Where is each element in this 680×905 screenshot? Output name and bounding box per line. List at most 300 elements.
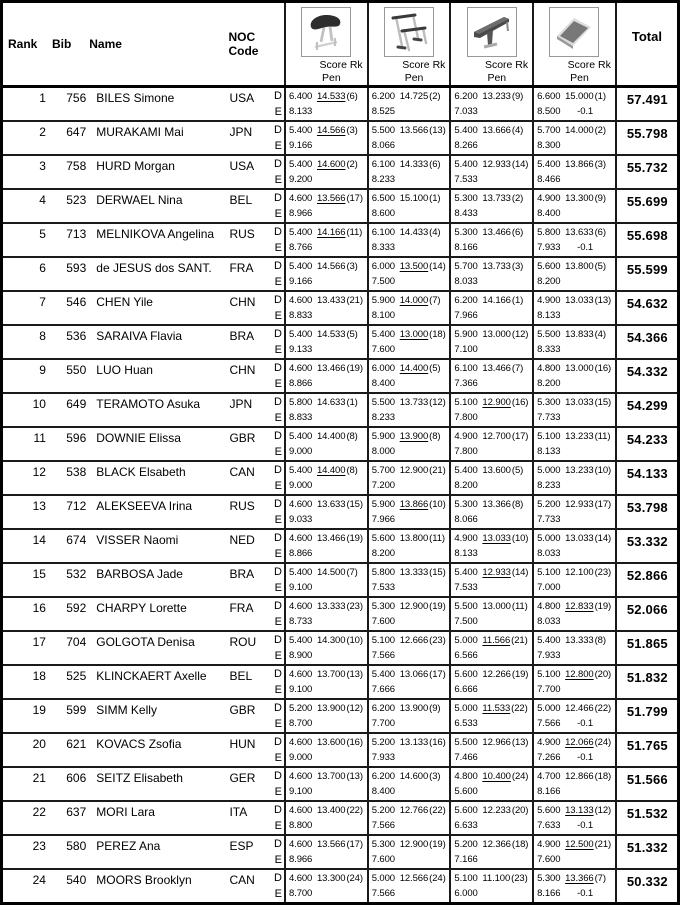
apparatus-rank: (1)	[346, 396, 358, 408]
e-score-line	[372, 410, 450, 425]
apparatus-rank: (19)	[429, 838, 446, 850]
final-score: 13.466	[482, 362, 511, 374]
rank-value: 23	[32, 838, 46, 853]
e-score-line	[454, 342, 532, 357]
de-labels	[266, 835, 285, 869]
apparatus-rank: (12)	[346, 702, 363, 714]
pen-label: Pen	[487, 71, 507, 84]
e-score-line	[537, 274, 615, 289]
e-score: 8.600	[371, 207, 395, 219]
bib-value: 621	[66, 736, 87, 751]
apparatus-rank: (23)	[594, 566, 612, 578]
noc-code: CHN	[229, 294, 256, 309]
final-score: 12.900	[399, 464, 429, 476]
e-score: 7.266	[537, 751, 561, 763]
athlete-name: DOWNIE Elissa	[96, 430, 181, 445]
bib-value: 525	[66, 668, 87, 683]
apparatus-score-cell	[368, 189, 451, 223]
d-score: 4.600	[288, 600, 313, 612]
e-score: 8.033	[537, 547, 561, 559]
e-score: 8.133	[454, 547, 478, 559]
e-score-line	[454, 716, 532, 731]
table-row	[2, 155, 679, 189]
col-header-balance-beam	[450, 2, 533, 58]
noc-code: ESP	[229, 838, 254, 853]
d-score-line	[372, 225, 450, 240]
e-score: 7.166	[454, 853, 478, 865]
total-value: 54.366	[616, 325, 679, 359]
final-score: 14.400	[316, 464, 346, 476]
d-score-line	[454, 361, 532, 376]
bib-value: 540	[66, 872, 87, 887]
d-label: D	[274, 157, 282, 170]
athlete-name: PEREZ Ana	[96, 838, 161, 853]
d-score-line	[537, 225, 615, 240]
final-score: 12.933	[565, 498, 594, 510]
apparatus-rank: (16)	[346, 736, 363, 748]
d-score: 5.400	[537, 634, 561, 646]
total-value: 55.732	[616, 155, 679, 189]
apparatus-score-cell	[285, 121, 368, 155]
apparatus-score-cell	[285, 257, 368, 291]
final-score: 14.433	[399, 226, 429, 238]
d-score-line	[289, 259, 367, 274]
table-row	[2, 801, 679, 835]
e-score: 7.800	[454, 445, 478, 457]
apparatus-score-cell	[450, 427, 533, 461]
e-score: 8.133	[537, 445, 561, 457]
apparatus-score-cell	[450, 257, 533, 291]
apparatus-rank: (24)	[511, 770, 529, 782]
subheader-uneven-bars	[368, 58, 451, 87]
e-score: 8.266	[454, 139, 478, 151]
de-labels	[266, 563, 285, 597]
final-score: 13.033	[482, 532, 511, 544]
final-score: 14.600	[399, 770, 429, 782]
d-score-line	[537, 463, 615, 478]
apparatus-rank: (8)	[429, 430, 441, 442]
e-score-line	[372, 580, 450, 595]
d-score: 5.400	[288, 124, 313, 136]
bib-value: 647	[66, 124, 87, 139]
e-score: 9.166	[288, 275, 313, 287]
athlete-name: GOLGOTA Denisa	[96, 634, 195, 649]
d-score: 5.000	[537, 532, 561, 544]
apparatus-rank: (18)	[511, 838, 529, 850]
apparatus-score-cell	[285, 529, 368, 563]
d-score-line	[454, 531, 532, 546]
de-labels	[266, 325, 285, 359]
d-score-line	[372, 395, 450, 410]
rank-value: 14	[32, 532, 46, 547]
bib-value: 536	[66, 328, 87, 343]
bib-value: 756	[66, 90, 87, 105]
athlete-name: MELNIKOVA Angelina	[96, 226, 215, 241]
apparatus-score-cell	[533, 597, 616, 631]
e-score-line	[372, 750, 450, 765]
e-label: E	[274, 479, 282, 492]
apparatus-score-cell	[450, 665, 533, 699]
final-score: 12.466	[565, 702, 594, 714]
d-label: D	[274, 735, 282, 748]
final-score: 13.233	[565, 430, 594, 442]
e-score: 6.533	[454, 717, 478, 729]
bib-value: 532	[66, 566, 87, 581]
subheader-floor-exercise	[533, 58, 616, 87]
d-score: 5.000	[454, 702, 478, 714]
d-score: 5.900	[371, 498, 395, 510]
apparatus-score-cell	[450, 325, 533, 359]
final-score: 13.466	[316, 362, 346, 374]
e-score: 8.066	[454, 513, 478, 525]
d-score: 5.400	[371, 668, 395, 680]
final-score: 13.866	[399, 498, 429, 510]
e-score: 8.833	[288, 411, 313, 423]
e-label: E	[274, 173, 282, 186]
total-value: 55.699	[616, 189, 679, 223]
rank-value: 9	[39, 362, 46, 377]
apparatus-score-cell	[533, 767, 616, 801]
final-score: 13.066	[399, 668, 429, 680]
d-score: 5.300	[371, 838, 395, 850]
apparatus-score-cell	[450, 359, 533, 393]
d-score-line	[537, 837, 615, 852]
d-score: 5.900	[371, 294, 395, 306]
d-label: D	[274, 361, 282, 374]
e-label: E	[274, 139, 282, 152]
d-score-line	[372, 123, 450, 138]
final-score: 15.000	[565, 90, 594, 102]
table-row	[2, 393, 679, 427]
apparatus-rank: (13)	[346, 668, 363, 680]
e-score-line	[454, 478, 532, 493]
d-score-line	[537, 497, 615, 512]
rank-value: 8	[39, 328, 46, 343]
table-row	[2, 733, 679, 767]
d-score: 5.400	[288, 158, 313, 170]
e-score-line	[289, 682, 367, 697]
apparatus-score-cell	[368, 223, 451, 257]
e-label: E	[274, 751, 282, 764]
apparatus-rank: (19)	[346, 362, 363, 374]
apparatus-rank: (22)	[429, 804, 446, 816]
e-score-line	[454, 172, 532, 187]
d-score-line	[537, 89, 615, 104]
noc-code: CAN	[229, 872, 255, 887]
d-score: 5.400	[454, 464, 478, 476]
table-row	[2, 631, 679, 665]
athlete-name: VISSER Naomi	[96, 532, 179, 547]
apparatus-score-cell	[450, 223, 533, 257]
d-score-line	[289, 191, 367, 206]
bib-value: 546	[66, 294, 87, 309]
de-labels	[266, 427, 285, 461]
table-row	[2, 835, 679, 869]
e-score-line	[289, 172, 367, 187]
d-label: D	[274, 259, 282, 272]
table-row	[2, 257, 679, 291]
final-score: 13.500	[399, 260, 429, 272]
d-label: D	[274, 701, 282, 714]
table-row	[2, 563, 679, 597]
e-score: 6.000	[454, 887, 478, 899]
d-score: 5.600	[454, 668, 478, 680]
d-score-line	[537, 633, 615, 648]
e-label: E	[274, 853, 282, 866]
d-score-line	[372, 429, 450, 444]
final-score: 14.633	[316, 396, 346, 408]
d-score: 6.400	[288, 90, 313, 102]
d-score: 5.600	[371, 532, 395, 544]
d-score-line	[537, 803, 615, 818]
table-row	[2, 665, 679, 699]
final-score: 13.233	[565, 464, 594, 476]
apparatus-score-cell	[533, 325, 616, 359]
col-header-name: Name	[89, 2, 224, 87]
e-score-line	[289, 716, 367, 731]
apparatus-rank: (1)	[594, 90, 606, 102]
apparatus-rank: (3)	[511, 260, 524, 272]
d-score: 5.400	[288, 566, 313, 578]
apparatus-rank: (7)	[511, 362, 524, 374]
d-score-line	[454, 395, 532, 410]
bib-value: 593	[66, 260, 87, 275]
d-score: 5.400	[454, 566, 478, 578]
e-score: 8.166	[454, 241, 478, 253]
e-score-line	[289, 648, 367, 663]
rank-value: 10	[32, 396, 46, 411]
e-score: 7.566	[371, 819, 395, 831]
final-score: 14.166	[482, 294, 511, 306]
apparatus-score-cell	[450, 393, 533, 427]
table-row	[2, 189, 679, 223]
pen-label: Pen	[570, 71, 589, 84]
balance-beam-icon	[467, 7, 517, 57]
apparatus-score-cell	[368, 86, 451, 121]
e-score-line	[454, 206, 532, 221]
apparatus-score-cell	[368, 869, 451, 904]
d-score: 5.800	[288, 396, 313, 408]
apparatus-score-cell	[533, 869, 616, 904]
athlete-name: CHARPY Lorette	[96, 600, 187, 615]
rank-value: 6	[39, 260, 46, 275]
apparatus-score-cell	[285, 223, 368, 257]
d-label: D	[274, 463, 282, 476]
apparatus-rank: (10)	[346, 634, 363, 646]
e-score-line	[372, 614, 450, 629]
d-score-line	[454, 429, 532, 444]
e-score-line	[537, 546, 615, 561]
e-score-line	[289, 104, 367, 119]
e-score-line	[537, 478, 615, 493]
final-score: 12.900	[399, 600, 429, 612]
e-score-line	[372, 546, 450, 561]
apparatus-score-cell	[533, 359, 616, 393]
e-score: 7.966	[371, 513, 395, 525]
apparatus-score-cell	[533, 461, 616, 495]
e-score: 7.466	[454, 751, 478, 763]
d-score: 6.100	[371, 158, 395, 170]
d-score-line	[372, 701, 450, 716]
d-score-line	[372, 769, 450, 784]
apparatus-score-cell	[285, 461, 368, 495]
final-score: 13.133	[399, 736, 429, 748]
e-score-line	[372, 682, 450, 697]
d-score-line	[454, 633, 532, 648]
d-score-line	[537, 259, 615, 274]
apparatus-score-cell	[533, 121, 616, 155]
d-score: 5.800	[537, 226, 561, 238]
final-score: 14.533	[316, 90, 346, 102]
d-score-line	[372, 803, 450, 818]
e-score-line	[454, 240, 532, 255]
e-score: 7.966	[454, 309, 478, 321]
final-score: 14.333	[399, 158, 429, 170]
e-score: 8.500	[537, 105, 561, 117]
apparatus-score-cell	[450, 529, 533, 563]
e-label: E	[274, 683, 282, 696]
final-score: 12.066	[565, 736, 594, 748]
final-score: 13.366	[482, 498, 511, 510]
final-score: 12.833	[565, 600, 594, 612]
table-row	[2, 121, 679, 155]
e-score: 8.200	[537, 377, 561, 389]
apparatus-score-cell	[450, 86, 533, 121]
e-score-line	[289, 138, 367, 153]
d-score: 5.300	[537, 872, 561, 884]
e-score: 7.533	[454, 581, 478, 593]
rank-value: 22	[32, 804, 46, 819]
d-score-line	[537, 599, 615, 614]
d-score: 5.400	[288, 430, 313, 442]
apparatus-score-cell	[450, 563, 533, 597]
apparatus-rank: (21)	[594, 838, 612, 850]
e-score-line	[537, 818, 615, 833]
e-score-line	[372, 478, 450, 493]
e-score: 8.233	[371, 411, 395, 423]
e-score-line	[537, 410, 615, 425]
e-score: 7.533	[454, 173, 478, 185]
e-score-line	[537, 648, 615, 663]
d-score: 6.200	[371, 770, 395, 782]
apparatus-rank: (13)	[346, 770, 363, 782]
final-score: 13.733	[399, 396, 429, 408]
e-score: 7.533	[371, 581, 395, 593]
e-score-line	[454, 818, 532, 833]
de-labels	[266, 121, 285, 155]
apparatus-score-cell	[285, 597, 368, 631]
table-row	[2, 86, 679, 121]
bib-value: 596	[66, 430, 87, 445]
final-score: 13.133	[565, 804, 594, 816]
noc-code: CAN	[229, 464, 255, 479]
d-label: D	[274, 225, 282, 238]
final-score: 14.300	[316, 634, 346, 646]
final-score: 13.633	[316, 498, 346, 510]
apparatus-rank: (5)	[594, 260, 606, 272]
e-score: 7.033	[454, 105, 478, 117]
apparatus-rank: (9)	[511, 90, 524, 102]
e-score: 8.033	[537, 615, 561, 627]
final-score: 13.566	[316, 192, 346, 204]
e-label: E	[274, 377, 282, 390]
apparatus-score-cell	[533, 665, 616, 699]
col-header-vault	[285, 2, 368, 58]
d-score: 6.200	[454, 90, 478, 102]
e-label: E	[274, 445, 282, 458]
apparatus-score-cell	[533, 86, 616, 121]
d-score: 5.500	[371, 124, 395, 136]
apparatus-rank: (1)	[429, 192, 441, 204]
total-value: 50.332	[616, 869, 679, 904]
apparatus-rank: (16)	[594, 362, 612, 374]
e-score-line	[537, 308, 615, 323]
d-score-line	[289, 871, 367, 886]
e-score-line	[454, 648, 532, 663]
e-score-line	[289, 410, 367, 425]
apparatus-score-cell	[533, 223, 616, 257]
apparatus-score-cell	[368, 257, 451, 291]
final-score: 13.733	[482, 192, 511, 204]
d-score-line	[454, 667, 532, 682]
final-score: 14.400	[399, 362, 429, 374]
apparatus-rank: (10)	[594, 464, 612, 476]
bib-value: 592	[66, 600, 87, 615]
apparatus-score-cell	[285, 631, 368, 665]
rank-value: 1	[39, 90, 46, 105]
apparatus-rank: (14)	[511, 158, 529, 170]
apparatus-score-cell	[285, 767, 368, 801]
apparatus-score-cell	[533, 291, 616, 325]
e-score: 7.600	[371, 615, 395, 627]
e-score-line	[537, 342, 615, 357]
d-score: 5.300	[537, 396, 561, 408]
total-value: 51.532	[616, 801, 679, 835]
d-score: 5.300	[371, 600, 395, 612]
e-score: 9.100	[288, 785, 313, 797]
final-score: 13.800	[399, 532, 429, 544]
final-score: 13.833	[565, 328, 594, 340]
apparatus-score-cell	[450, 155, 533, 189]
d-score-line	[454, 701, 532, 716]
apparatus-rank: (12)	[429, 396, 446, 408]
e-score-line	[372, 274, 450, 289]
e-score: 6.666	[454, 683, 478, 695]
apparatus-rank: (17)	[346, 192, 363, 204]
apparatus-rank: (5)	[429, 362, 441, 374]
final-score: 10.400	[482, 770, 511, 782]
d-score: 5.400	[371, 328, 395, 340]
e-score-line	[537, 376, 615, 391]
apparatus-score-cell	[368, 733, 451, 767]
e-score: 7.666	[371, 683, 395, 695]
de-labels	[266, 189, 285, 223]
total-value: 51.832	[616, 665, 679, 699]
rank-value: 4	[39, 192, 46, 207]
de-labels	[266, 665, 285, 699]
e-score: 8.000	[371, 445, 395, 457]
apparatus-score-cell	[450, 495, 533, 529]
d-score: 5.200	[371, 736, 395, 748]
e-score: 8.300	[537, 139, 561, 151]
noc-label-line1: NOC	[228, 29, 256, 44]
rank-value: 16	[32, 600, 46, 615]
d-score-line	[289, 361, 367, 376]
table-header	[2, 2, 679, 87]
final-score: 13.033	[565, 396, 594, 408]
rank-value: 11	[33, 430, 46, 445]
table-row	[2, 359, 679, 393]
